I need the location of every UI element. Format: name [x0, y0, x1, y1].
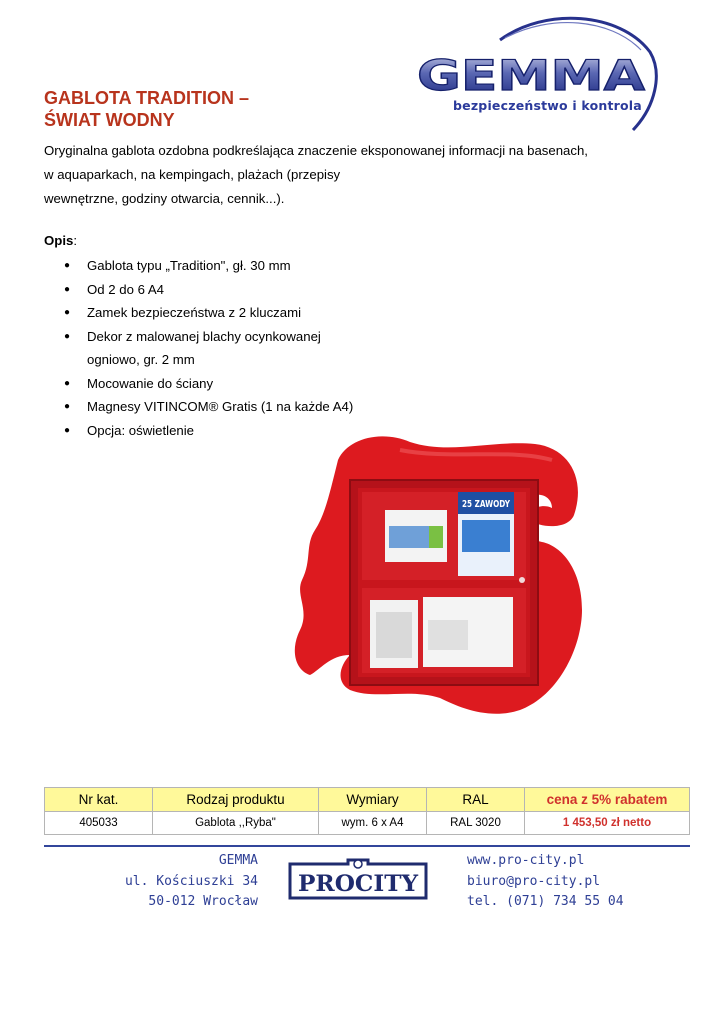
bullet-icon: ●: [64, 283, 71, 295]
list-item: [60, 372, 353, 396]
phone-number: tel. (071) 734 55 04: [467, 894, 624, 909]
title-line-1: GABLOTA TRADITION –: [44, 88, 249, 108]
table-cell: wym. 6 x A4: [319, 812, 427, 835]
bullet-icon: ●: [64, 401, 71, 412]
list-item: [60, 325, 353, 349]
bullet-icon: ●: [64, 307, 71, 318]
table-cell: Gablota ,,Ryba": [153, 812, 319, 835]
table-cell: RAL 3020: [427, 812, 525, 835]
intro-text: [44, 139, 634, 211]
procity-text: PROCITY: [298, 871, 419, 897]
feature-text: ogniowo, gr. 2 mm: [87, 352, 195, 367]
column-header: Rodzaj produktu: [153, 788, 319, 812]
website-link[interactable]: www.pro-city.pl: [467, 853, 585, 868]
footer-divider: [44, 845, 690, 847]
procity-logo: [286, 858, 430, 904]
description-heading: Opis:: [44, 233, 77, 248]
lock-icon: [519, 577, 525, 583]
gemma-logo: [405, 12, 665, 137]
spec-table: [44, 787, 690, 835]
feature-text: Magnesy VITINCOM® Gratis (1 na każde A4): [87, 399, 354, 414]
feature-list: [60, 254, 353, 442]
column-header: cena z 5% rabatem: [525, 788, 690, 812]
gemma-logo-text: GEMMA: [417, 51, 646, 100]
column-header: Nr kat.: [45, 788, 153, 812]
page-title: [44, 87, 249, 131]
bullet-icon: ●: [64, 377, 71, 389]
list-item: [60, 254, 353, 278]
address-line: GEMMA: [218, 853, 258, 868]
column-header: Wymiary: [319, 788, 427, 812]
list-item-continuation: [60, 348, 353, 372]
table-row: [45, 812, 690, 835]
footer-contact: [467, 851, 624, 913]
bullet-icon: ●: [64, 424, 71, 436]
feature-text: Gablota typu „Tradition", gł. 30 mm: [87, 258, 291, 273]
list-item: [60, 278, 353, 302]
intro-line: Oryginalna gablota ozdobna podkreślająca znaczenie eksponowanej informacji na basenach,: [44, 143, 588, 158]
price-cell: 1 453,50 zł netto: [525, 812, 690, 835]
intro-line: w aquaparkach, na kempingach, plażach (przepisy: [44, 167, 341, 182]
feature-text: Opcja: oświetlenie: [87, 422, 195, 438]
address-line: 50-012 Wrocław: [148, 894, 258, 909]
feature-text: Mocowanie do ściany: [87, 375, 214, 391]
poster-title: 25 ZAWODY: [462, 499, 511, 510]
list-item: [60, 395, 353, 419]
address-line: ul. Kościuszki 34: [124, 873, 258, 889]
footer-address: [125, 851, 258, 913]
column-header: RAL: [427, 788, 525, 812]
list-item: [60, 301, 353, 325]
gemma-tagline: bezpieczeństwo i kontrola: [453, 98, 642, 113]
table-header-row: [45, 788, 690, 812]
table-cell: 405033: [45, 812, 153, 835]
feature-text: Zamek bezpieczeństwa z 2 kluczami: [87, 305, 302, 320]
feature-text: Od 2 do 6 A4: [87, 281, 164, 297]
bullet-icon: ●: [64, 330, 71, 342]
email-link[interactable]: biuro@pro-city.pl: [467, 873, 601, 889]
description-label: Opis: [44, 233, 74, 248]
bullet-icon: ●: [64, 260, 71, 271]
title-line-2: ŚWIAT WODNY: [44, 110, 175, 130]
feature-text: Dekor z malowanej blachy ocynkowanej: [87, 328, 321, 344]
intro-line: wewnętrzne, godziny otwarcia, cennik...).: [44, 191, 285, 206]
product-image: [290, 420, 590, 720]
